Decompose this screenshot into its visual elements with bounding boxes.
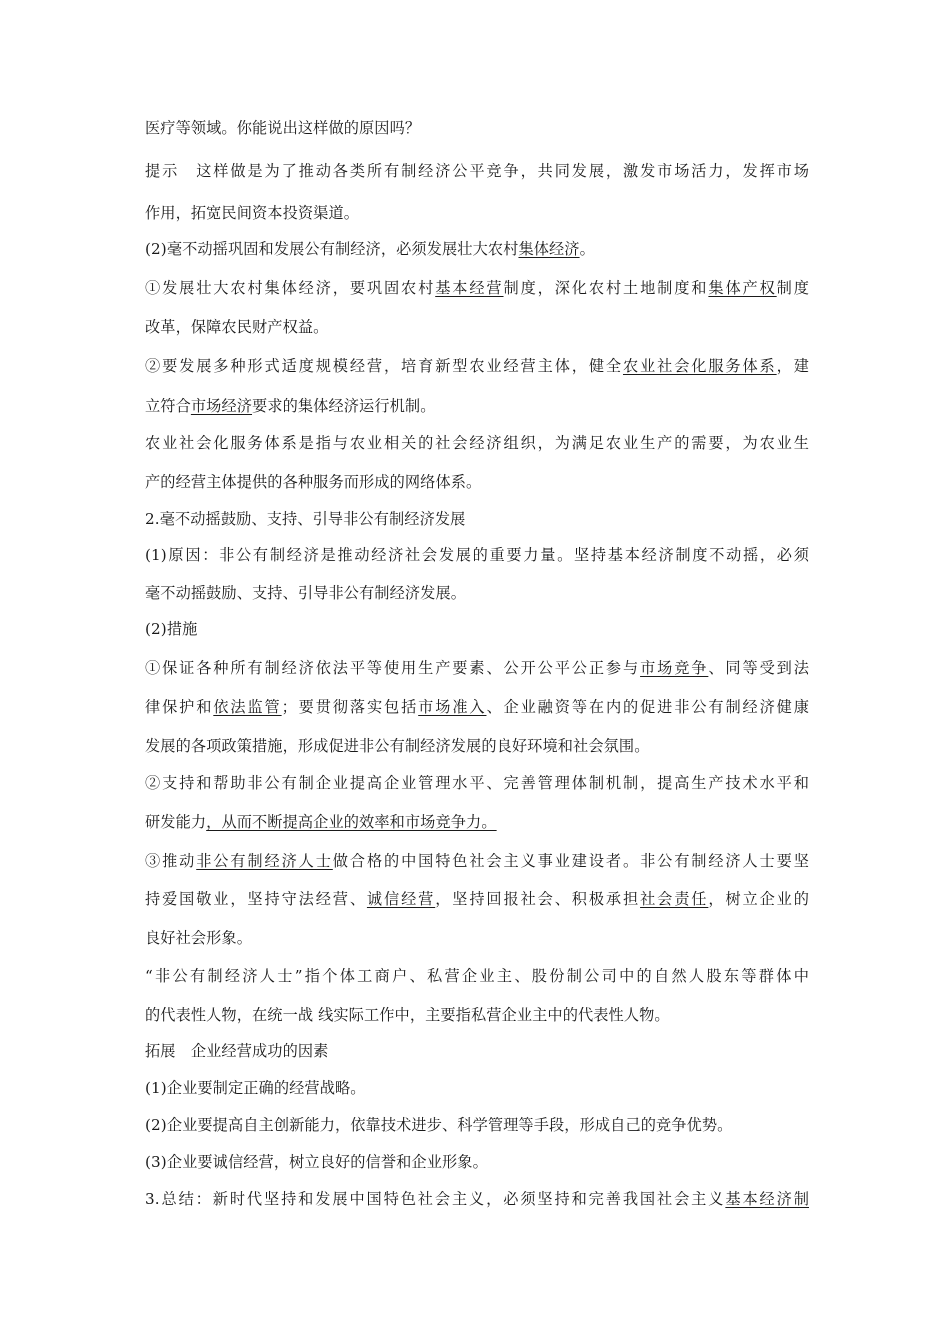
text-run: 要求的集体经济运行机制。 xyxy=(252,397,436,415)
underlined-term: ，从而不断提高企业的效率和市场竞争力。 xyxy=(206,813,497,831)
text-run: 改革，保障农民财产权益。 xyxy=(145,318,329,336)
text-run: 持爱国敬业，坚持守法经营、 xyxy=(145,890,367,908)
text-line xyxy=(145,658,809,678)
text-line xyxy=(145,278,809,298)
text-run: ；要贯彻落实包括 xyxy=(281,698,419,716)
text-run: (3)企业要诚信经营，树立良好的信誉和企业形象。 xyxy=(145,1153,488,1171)
text-run: (1)原因：非公有制经济是推动经济社会发展的重要力量。坚持基本经济制度不动摇，必须 xyxy=(145,546,809,564)
text-line xyxy=(145,736,650,756)
text-run: ②要发展多种形式适度规模经营，培育新型农业经营主体，健全 xyxy=(145,357,623,375)
text-run: ②支持和帮助非公有制企业提高企业管理水平、完善管理体制机制，提高生产技术水平和 xyxy=(145,774,809,792)
text-line xyxy=(145,1189,809,1209)
underlined-term: 农业社会化服务体系 xyxy=(622,357,777,375)
text-line xyxy=(145,928,252,948)
underlined-term: 基本经济制 xyxy=(725,1190,809,1208)
text-run: ①发展壮大农村集体经济，要巩固农村 xyxy=(145,279,436,297)
text-line xyxy=(145,509,465,529)
text-run: 医疗等领域。你能说出这样做的原因吗？ xyxy=(145,119,421,137)
text-run: ，树立企业的 xyxy=(708,890,810,908)
underlined-term: 非公有制经济人士 xyxy=(196,852,333,870)
text-line xyxy=(145,396,435,416)
text-line xyxy=(145,1115,732,1135)
text-run: 的代表性人物，在统一战 线实际工作中，主要指私营企业主中的代表性人物。 xyxy=(145,1006,670,1024)
text-line xyxy=(145,118,420,138)
text-run: 2.毫不动摇鼓励、支持、引导非公有制经济发展 xyxy=(145,510,466,528)
underlined-term: 市场竞争 xyxy=(640,659,709,677)
text-line xyxy=(145,356,809,376)
text-line xyxy=(145,545,809,565)
text-line xyxy=(145,1041,328,1061)
text-line xyxy=(145,203,359,223)
text-run: 做合格的中国特色社会主义事业建设者。非公有制经济人士要坚 xyxy=(332,852,809,870)
text-run: “非公有制经济人士”指个体工商户、私营企业主、股份制公司中的自然人股东等群体中 xyxy=(145,967,809,985)
text-run: 产的经营主体提供的各种服务而形成的网络体系。 xyxy=(145,473,482,491)
text-line xyxy=(145,851,809,871)
text-line xyxy=(145,1152,488,1172)
text-run: ③推动 xyxy=(145,852,197,870)
text-run: 、同等受到法 xyxy=(708,659,810,677)
text-run: 制度，深化农村土地制度和 xyxy=(503,279,709,297)
text-run: ，建 xyxy=(776,357,809,375)
text-run: 毫不动摇鼓励、支持、引导非公有制经济发展。 xyxy=(145,584,467,602)
text-run: ，坚持回报社会、积极承担 xyxy=(435,890,641,908)
text-line xyxy=(145,812,497,832)
text-run: 、企业融资等在内的促进非公有制经济健康 xyxy=(486,698,810,716)
text-run: 农业社会化服务体系是指与农业相关的社会经济组织，为满足农业生产的需要，为农业生 xyxy=(145,434,809,452)
text-run: 提示 这样做是为了推动各类所有制经济公平竞争，共同发展，激发市场活力，发挥市场 xyxy=(145,162,809,180)
text-run: 3.总结：新时代坚持和发展中国特色社会主义，必须坚持和完善我国社会主义 xyxy=(145,1190,726,1208)
text-line xyxy=(145,966,809,986)
text-line xyxy=(145,433,809,453)
underlined-term: 社会责任 xyxy=(640,890,709,908)
text-run: 研发能力 xyxy=(145,813,207,831)
text-run: 律保护和 xyxy=(145,698,214,716)
underlined-term: 市场准入 xyxy=(418,698,487,716)
text-line xyxy=(145,472,481,492)
text-run: 立符合 xyxy=(145,397,191,415)
text-run: 制度 xyxy=(776,279,810,297)
text-run: (2)措施 xyxy=(145,620,198,638)
underlined-term: 基本经营 xyxy=(435,279,504,297)
text-line xyxy=(145,697,809,717)
text-run: 作用，拓宽民间资本投资渠道。 xyxy=(145,204,360,222)
underlined-term: 诚信经营 xyxy=(366,890,436,908)
underlined-term: 集体产权 xyxy=(708,279,777,297)
text-run: ①保证各种所有制经济依法平等使用生产要素、公开公平公正参与 xyxy=(145,659,641,677)
text-line xyxy=(145,773,809,793)
text-run: (2)企业要提高自主创新能力，依靠技术进步、科学管理等手段，形成自己的竞争优势。 xyxy=(145,1116,733,1134)
text-line xyxy=(145,889,809,909)
text-line xyxy=(145,161,809,181)
text-run: (1)企业要制定正确的经营战略。 xyxy=(145,1079,366,1097)
text-run: 拓展 企业经营成功的因素 xyxy=(145,1042,329,1060)
underlined-term: 集体经济 xyxy=(518,240,580,258)
text-run: 发展的各项政策措施，形成促进非公有制经济发展的良好环境和社会氛围。 xyxy=(145,737,650,755)
text-run: (2)毫不动摇巩固和发展公有制经济，必须发展壮大农村 xyxy=(145,240,519,258)
text-line xyxy=(145,1078,366,1098)
underlined-term: 市场经济 xyxy=(190,397,253,415)
underlined-term: 依法监管 xyxy=(213,698,282,716)
text-run: 。 xyxy=(579,240,595,258)
text-line xyxy=(145,583,466,603)
text-line xyxy=(145,619,197,639)
text-line xyxy=(145,239,595,259)
text-run: 良好社会形象。 xyxy=(145,929,253,947)
text-line xyxy=(145,1005,670,1025)
text-line xyxy=(145,317,328,337)
